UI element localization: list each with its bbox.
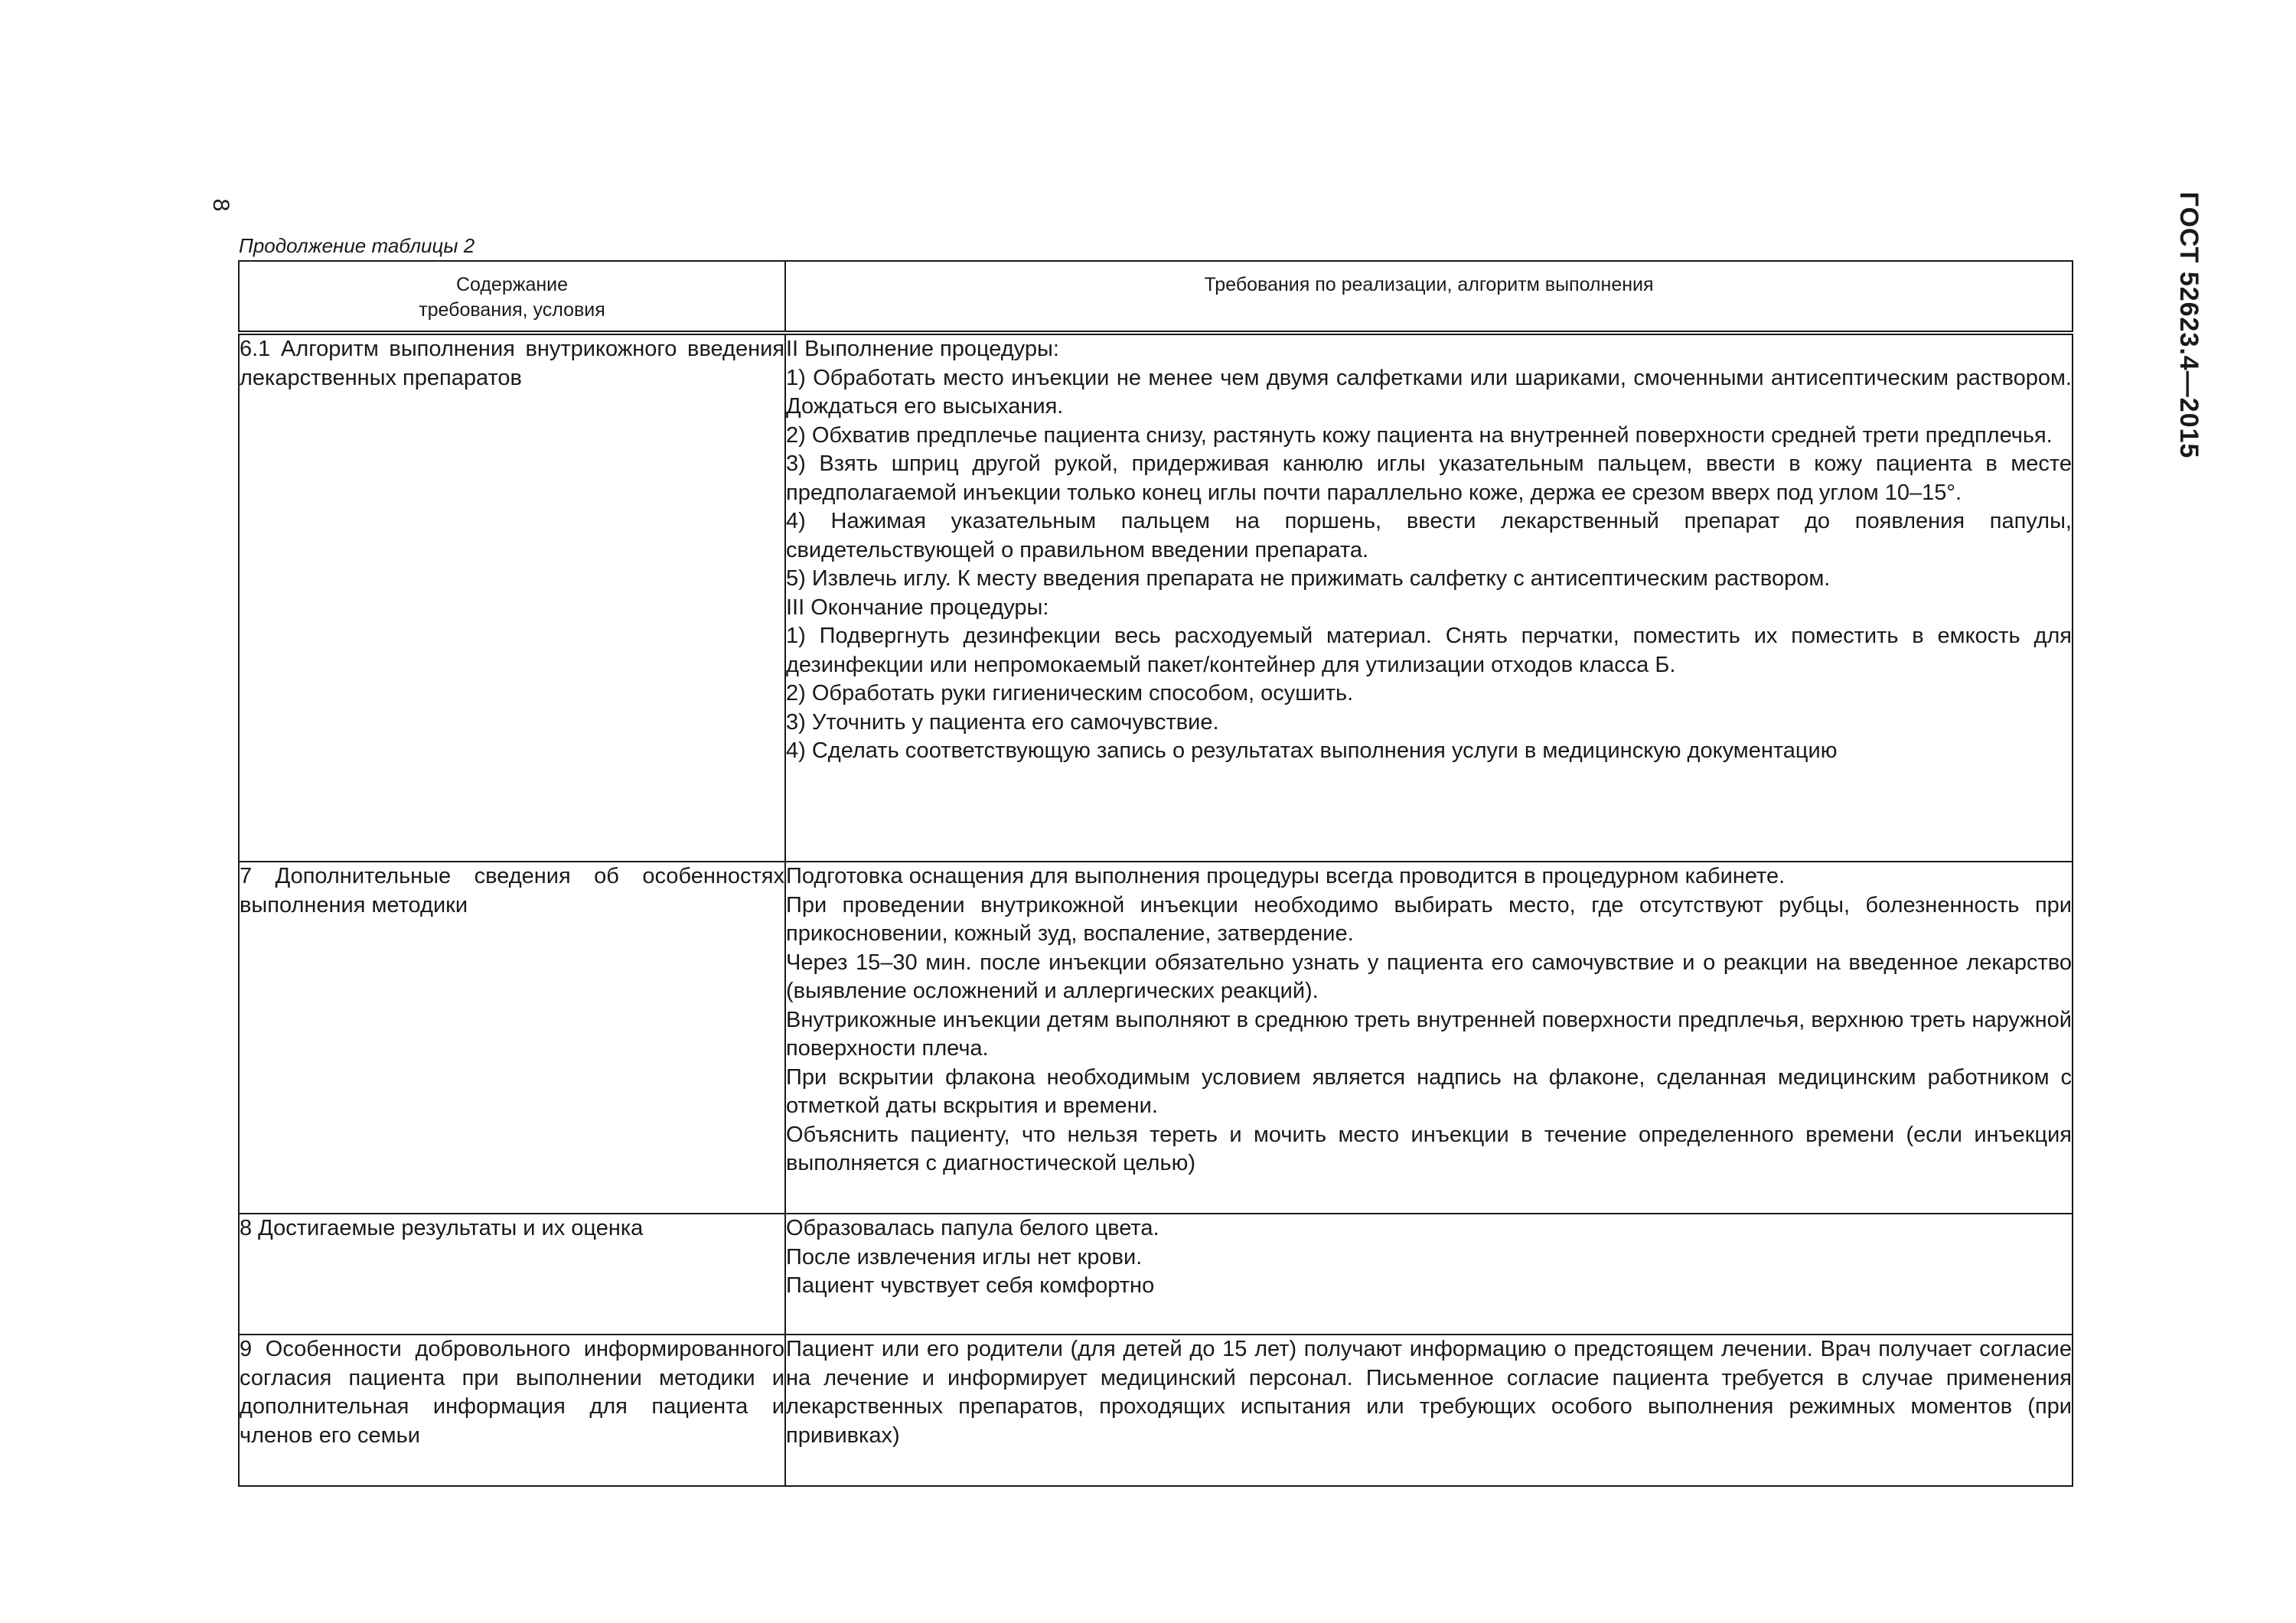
implementation-line: После извлечения иглы нет крови. bbox=[786, 1244, 1143, 1269]
requirement-cell bbox=[239, 862, 785, 1214]
header-implementation-line: Требования по реализации, алгоритм выполнения bbox=[1204, 274, 1654, 295]
implementation-line: 4) Сделать соответствующую запись о результатах выполнения услуги в медицинскую документацию bbox=[786, 738, 1838, 763]
implementation-line: 2) Обработать руки гигиеническим способом, осушить. bbox=[786, 681, 1354, 706]
document-id: ГОСТ 52623.4—2015 bbox=[2174, 191, 2204, 459]
implementation-line: 1) Обработать место инъекции не менее чем двумя салфетками или шариками, смоченными антисептическим раствором. Дождаться его высыхания. bbox=[786, 365, 2072, 419]
implementation-line: Образовалась папула белого цвета. bbox=[786, 1216, 1159, 1240]
table-row bbox=[239, 1335, 2073, 1486]
header-requirement bbox=[239, 261, 785, 333]
requirement-text: 6.1 Алгоритм выполнения внутрикожного введения лекарственных препаратов bbox=[240, 337, 784, 390]
implementation-line: 5) Извлечь иглу. К месту введения препарата не прижимать салфетку с антисептическим раствором. bbox=[786, 566, 1831, 591]
page-number: 8 bbox=[208, 198, 233, 212]
implementation-line: 2) Обхватив предплечье пациента снизу, растянуть кожу пациента на внутренней поверхности средней трети предплечья. bbox=[786, 422, 2053, 448]
table-row bbox=[239, 862, 2073, 1214]
table-caption: Продолжение таблицы 2 bbox=[239, 234, 475, 257]
table-row bbox=[239, 1214, 2073, 1335]
implementation-line: Объяснить пациенту, что нельзя тереть и мочить место инъекции в течение определенного времени (если инъекция выполняется с диагностической целью) bbox=[786, 1122, 2072, 1175]
requirement-cell bbox=[239, 333, 785, 862]
header-implementation bbox=[785, 261, 2073, 333]
requirement-text: 7 Дополнительные сведения об особенностях выполнения методики bbox=[240, 864, 784, 917]
implementation-line: Через 15–30 мин. после инъекции обязательно узнать у пациента его самочувствие и о реакции на введенное лекарство (выявление осложнений и аллергических реакций). bbox=[786, 950, 2072, 1003]
implementation-cell bbox=[785, 862, 2073, 1214]
table-header-row bbox=[239, 261, 2073, 333]
implementation-line: II Выполнение процедуры: bbox=[786, 337, 1059, 361]
implementation-line: Пациент чувствует себя комфортно bbox=[786, 1273, 1155, 1298]
header-requirement-line: Содержание bbox=[455, 274, 569, 295]
requirements-table bbox=[238, 260, 2073, 1487]
implementation-line: 3) Взять шприц другой рукой, придерживая канюлю иглы указательным пальцем, ввести в кожу пациента в месте предполагаемой инъекции только конец иглы почти параллельно коже, держа ее срезом вверх под углом 10–15°. bbox=[786, 451, 2072, 505]
implementation-cell bbox=[785, 1335, 2073, 1486]
implementation-line: При проведении внутрикожной инъекции необходимо выбирать место, где отсутствуют рубцы, болезненность при прикосновении, кожный зуд, воспаление, затвердение. bbox=[786, 892, 2072, 946]
implementation-line: 3) Уточнить у пациента его самочувствие. bbox=[786, 709, 1219, 735]
implementation-line: Подготовка оснащения для выполнения процедуры всегда проводится в процедурном кабинете. bbox=[786, 864, 1786, 888]
implementation-line: При вскрытии флакона необходимым условием является надпись на флаконе, сделанная медицинским работником с отметкой даты вскрытия и времени. bbox=[786, 1064, 2072, 1118]
table-row bbox=[239, 333, 2073, 862]
implementation-cell bbox=[785, 1214, 2073, 1335]
implementation-line: 4) Нажимая указательным пальцем на поршень, ввести лекарственный препарат до появления папулы, свидетельствующей о правильном введении препарата. bbox=[786, 509, 2072, 562]
requirement-text: 9 Особенности добровольного информированного согласия пациента при выполнении методики и дополнительная информация для пациента и членов его семьи bbox=[240, 1337, 784, 1448]
requirement-cell bbox=[239, 1335, 785, 1486]
implementation-cell bbox=[785, 333, 2073, 862]
requirement-cell bbox=[239, 1214, 785, 1335]
implementation-line: Внутрикожные инъекции детям выполняют в среднюю треть внутренней поверхности предплечья, верхнюю треть наружной поверхности плеча. bbox=[786, 1007, 2072, 1061]
implementation-line: Пациент или его родители (для детей до 15 лет) получают информацию о предстоящем лечении. Врач получает согласие на лечение и информирует медицинский персонал. Письменное согласие пациента требуется в случае применения лекарственных препаратов, проходящих испытания или требующих особого выполнения режимных моментов (при прививках) bbox=[786, 1337, 2072, 1448]
header-requirement-line: требования, условия bbox=[419, 299, 605, 321]
implementation-line: 1) Подвергнуть дезинфекции весь расходуемый материал. Снять перчатки, поместить их поместить в емкость для дезинфекции или непромокаемый пакет/контейнер для утилизации отходов класса Б. bbox=[786, 624, 2072, 677]
implementation-line: III Окончание процедуры: bbox=[786, 595, 1049, 620]
requirement-text: 8 Достигаемые результаты и их оценка bbox=[240, 1216, 644, 1240]
